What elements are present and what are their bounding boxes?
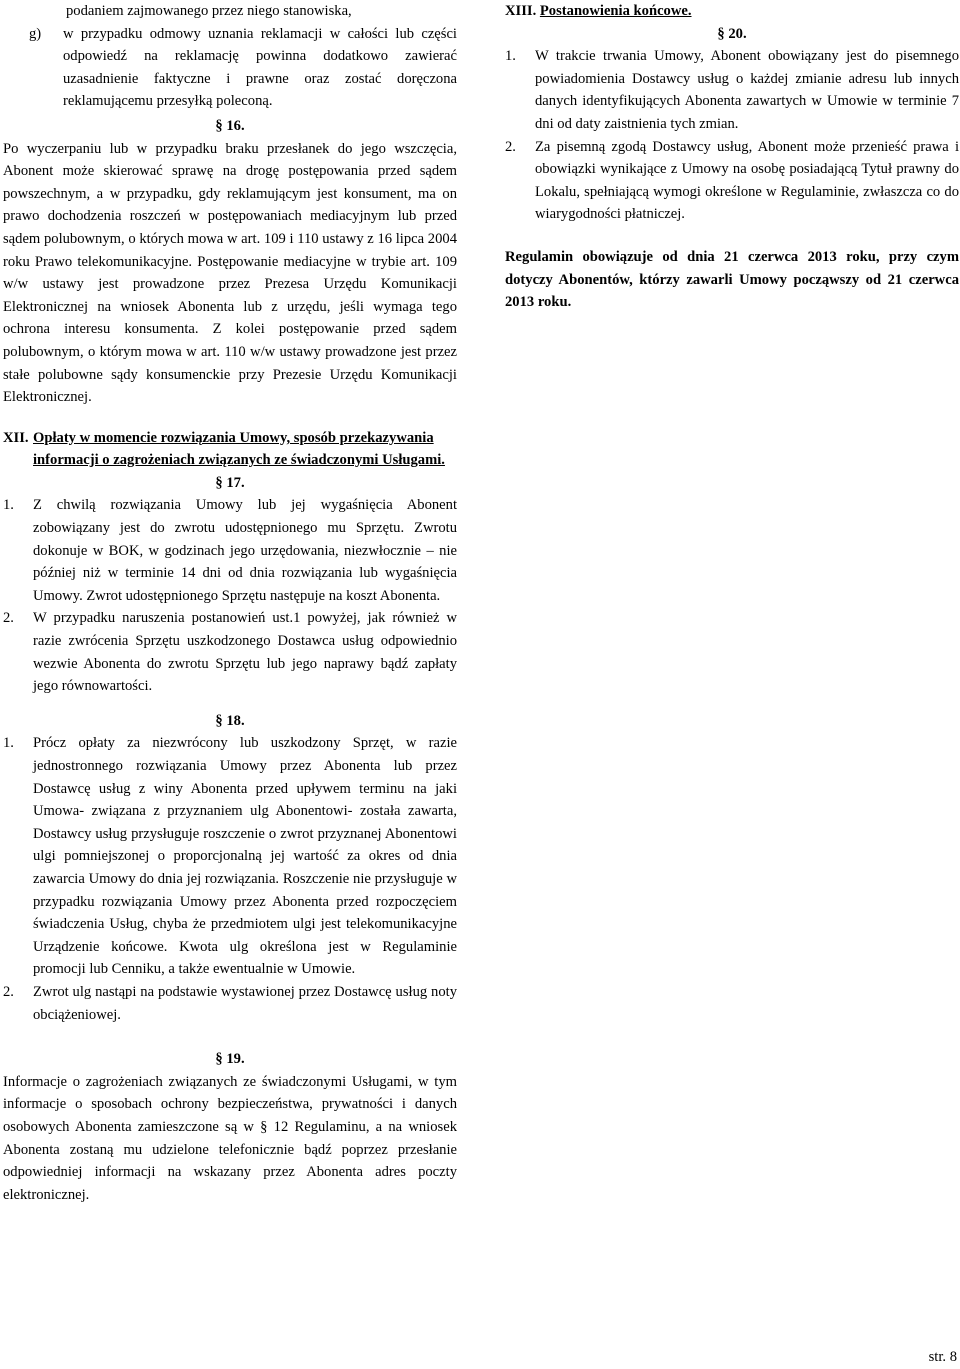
right-column — [505, 0, 959, 314]
item-text: w przypadku odmowy uznania reklamacji w całości lub części odpowiedź na reklamację powinna dodatkowo zawierać uzasadnienie faktyczne i prawne oraz zostać doręczona reklamującemu przesyłką poleconą. — [63, 25, 457, 110]
section-heading-xiii — [505, 0, 959, 23]
list-item-g — [3, 23, 457, 113]
section-number: XII. — [3, 429, 29, 446]
section-title: Opłaty w momencie rozwiązania Umowy, sposób przekazywania informacji o zagrożeniach związanych ze świadczonymi Usługami. — [33, 429, 445, 469]
left-column — [3, 0, 457, 1206]
paragraph-heading-16: § 16. — [215, 117, 245, 134]
item-number: 2. — [3, 610, 14, 627]
item-text: W przypadku naruszenia postanowień ust.1 powyżej, jak również w razie zwrócenia Sprzętu uszkodzonego Dostawca usług odpowiednio wezwie Abonenta do zwrotu Sprzętu lub jego naprawy bądź zapłaty jego równowartości. — [33, 610, 457, 695]
item-number: 1. — [3, 497, 14, 514]
paragraph-text-19: Informacje o zagrożeniach związanych ze świadczonymi Usługami, w tym informacje o sposobach ochrony bezpieczeństwa, prywatności i danych osobowych Abonenta zamieszczone są w § 12 Regulaminu, a na wniosek Abonenta zostaną mu udzielone telefonicznie bądź poprzez przesłanie odpowiedniej informacji na wskazany przez Abonenta adres poczty elektronicznej. — [3, 1073, 457, 1203]
list-item — [3, 607, 457, 697]
page-number: str. 8 — [928, 1349, 957, 1365]
paragraph-heading-18: § 18. — [215, 712, 245, 729]
item-marker: g) — [29, 25, 42, 42]
continuation-line: podaniem zajmowanego przez niego stanowiska, — [66, 3, 352, 19]
item-number: 2. — [505, 138, 516, 155]
item-text: Za pisemną zgodą Dostawcy usług, Abonent może przenieść prawa i obowiązki wynikające z Umowy na osobę posiadającą Tytuł prawny do Lokalu, spełniającą wymogi określone w Regulaminie, zwłaszcza co do wiarygodności płatniczej. — [535, 138, 959, 223]
section-heading-xii — [3, 427, 457, 472]
item-text: Zwrot ulg nastąpi na podstawie wystawionej przez Dostawcę usług noty obciążeniowej. — [33, 983, 457, 1023]
section-title: Postanowienia końcowe. — [539, 3, 692, 19]
item-number: 1. — [505, 48, 516, 65]
list-item — [505, 136, 959, 226]
closing-statement: Regulamin obowiązuje od dnia 21 czerwca 2013 roku, przy czym dotyczy Abonentów, którzy zawarli Umowy począwszy od 21 czerwca 2013 roku. — [505, 248, 959, 311]
item-text: Z chwilą rozwiązania Umowy lub jej wygaśnięcia Abonent zobowiązany jest do zwrotu udostępnionego mu Sprzętu. Zwrotu dokonuje w BOK, w godzinach jego urzędowania, niezwłocznie – nie później niż w terminie 14 dni od dnia rozwiązania lub wygaśnięcia Umowy. Zwrot udostępnionego Sprzętu następuje na koszt Abonenta. — [33, 497, 457, 604]
list-item — [3, 981, 457, 1026]
item-number: 1. — [3, 735, 14, 752]
list-item — [3, 732, 457, 981]
list-item — [3, 494, 457, 607]
paragraph-text-16: Po wyczerpaniu lub w przypadku braku przesłanek do jego wszczęcia, Abonent może skierować sprawę na drogę postępowania przed sądem powszechnym, a w przypadku, gdy reklamującym jest konsument, ma on prawo dochodzenia roszczeń w postępowaniach mediacyjnym lub przed sądem polubownym, o których mowa w art. 109 i 110 ustawy z 16 lipca 2004 roku Prawo telekomunikacyjne. Postępowanie mediacyjne w trybie art. 109 w/w ustawy jest prowadzone przez Prezesa Urzędu Komunikacji Elektronicznej na wniosek Abonenta lub z urzędu, jeśli wymaga tego ochrona interesu konsumenta. Z kolei postępowanie przed sądem polubownym, o którym mowa w art. 110 w/w ustawy prowadzone jest przez stałe polubowne sądy konsumenckie przy Prezesie Urzędu Komunikacji Elektronicznej. — [3, 140, 457, 406]
item-text: Prócz opłaty za niezwrócony lub uszkodzony Sprzęt, w razie jednostronnego rozwiązania Umowy przez Abonenta lub przez Dostawcę usług z winy Abonenta przed upływem terminu na jaki Umowa- związana z przyznaniem ulg Abonentowi- została zawarta, Dostawcy usług przysługuje roszczenie o zwrot przyznanej Abonentowi ulgi pomniejszonej o proporcjonalną jej wartość za okres od dnia zawarcia Umowy do dnia jej rozwiązania. Roszczenie nie przysługuje w przypadku rozwiązania Umowy przez Abonenta przed rozpoczęciem świadczenia Usług, chyba że przedmiotem ulgi jest telekomunikacyjne Urządzenie końcowe. Kwota ulg określona jest w Regulaminie promocji lub Cenniku, a także ewentualnie w Umowie. — [33, 735, 457, 978]
section-number: XIII. — [505, 3, 537, 19]
item-text: W trakcie trwania Umowy, Abonent obowiązany jest do pisemnego powiadomienia Dostawcy usług o każdej zmianie adresu lub innych danych identyfikujących Abonenta zawartych w Umowie w terminie 7 dni od daty zaistnienia tych zmian. — [535, 48, 959, 132]
paragraph-heading-19: § 19. — [215, 1051, 245, 1068]
paragraph-heading-20: § 20. — [717, 25, 747, 42]
list-item — [505, 45, 959, 135]
item-number: 2. — [3, 983, 14, 1000]
paragraph-heading-17: § 17. — [215, 474, 245, 491]
